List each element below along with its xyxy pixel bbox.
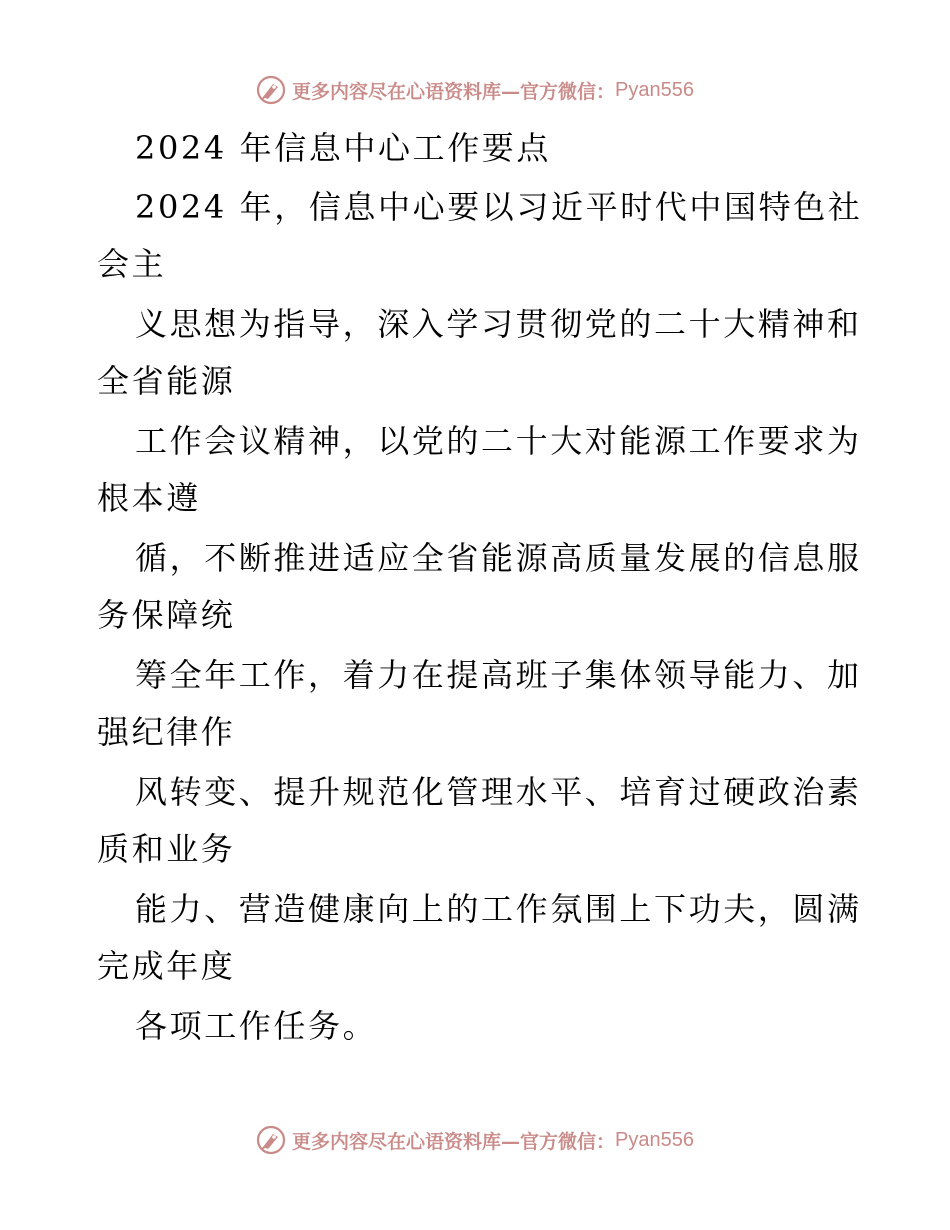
paragraph-line: 各项工作任务。	[135, 1007, 378, 1045]
watermark-wechat-id: Pyan556	[615, 78, 694, 101]
footer-watermark	[0, 1120, 950, 1160]
paragraph-line: 工作会议精神，以党的二十大对能源工作要求为	[135, 422, 862, 460]
paragraph-line: 筹全年工作，着力在提高班子集体领导能力、加	[135, 656, 862, 694]
paragraph-line: 义思想为指导，深入学习贯彻党的二十大精神和	[135, 305, 862, 343]
paragraph-line: 会主	[97, 245, 167, 283]
watermark-text: 更多内容尽在心语资料库—官方微信：	[292, 80, 616, 103]
paragraph-line: 循，不断推进适应全省能源高质量发展的信息服	[135, 539, 862, 577]
header-watermark	[0, 70, 950, 110]
paragraph-line: 强纪律作	[97, 713, 236, 751]
watermark-wechat-id: Pyan556	[615, 1128, 694, 1151]
watermark-text: 更多内容尽在心语资料库—官方微信：	[292, 1130, 616, 1153]
document-title: 2024 年信息中心工作要点	[135, 129, 552, 167]
paragraph-line: 全省能源	[97, 362, 236, 400]
paragraph-line: 风转变、提升规范化管理水平、培育过硬政治素	[135, 773, 862, 811]
paragraph-line: 质和业务	[97, 830, 236, 868]
paragraph-line: 2024 年，信息中心要以习近平时代中国特色社	[135, 188, 863, 226]
paragraph-line: 务保障统	[97, 596, 236, 634]
paragraph-line: 能力、营造健康向上的工作氛围上下功夫，圆满	[135, 890, 862, 928]
paragraph-line: 根本遵	[97, 479, 201, 517]
paragraph-line: 完成年度	[97, 947, 236, 985]
pen-nib-logo-icon	[256, 1125, 286, 1155]
pen-nib-logo-icon	[256, 75, 286, 105]
